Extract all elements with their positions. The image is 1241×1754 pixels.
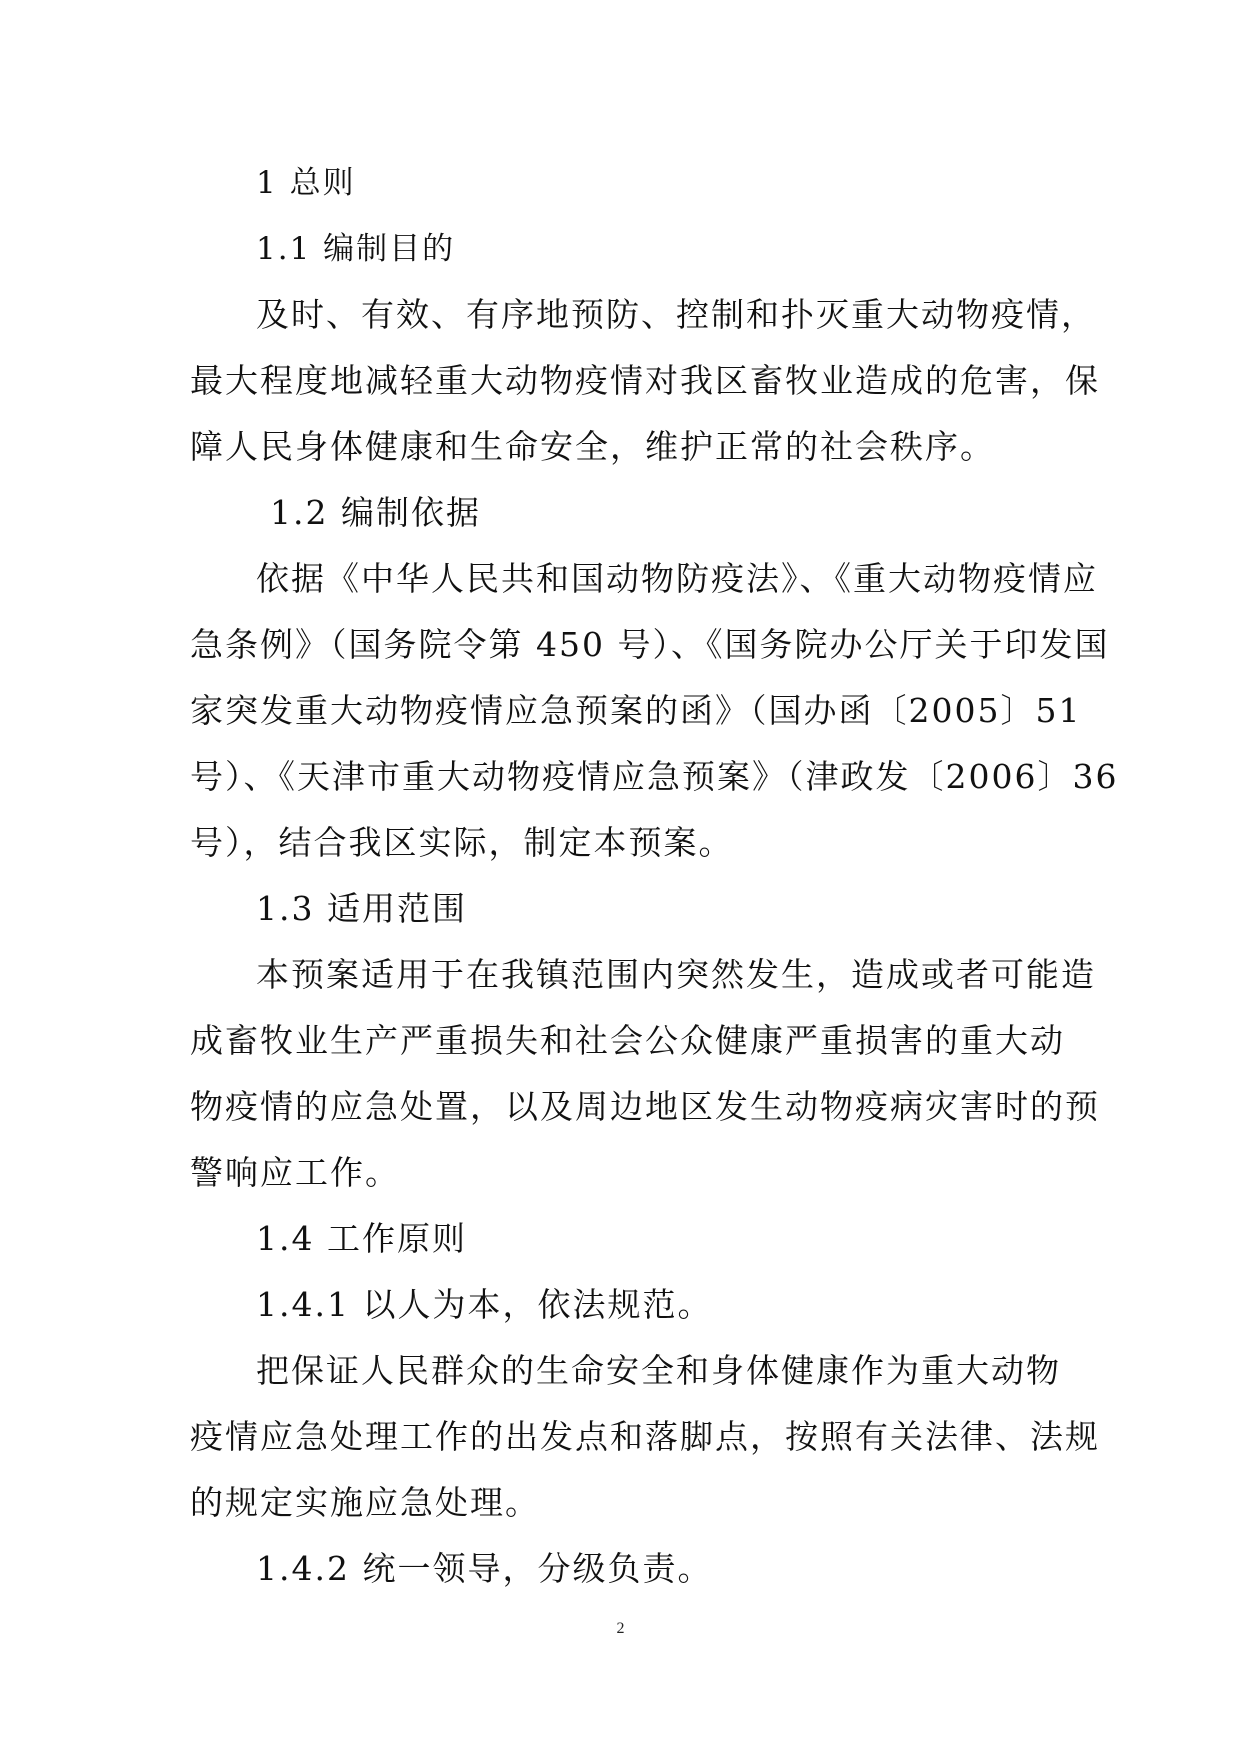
heading-1-1: 1.1 编制目的 <box>256 231 456 267</box>
paragraph-line: 疫情应急处理工作的出发点和落脚点，按照有关法律、法规 <box>190 1417 1100 1456</box>
paragraph-line: 障人民身体健康和生命安全，维护正常的社会秩序。 <box>190 427 995 466</box>
paragraph-line: 号），结合我区实际，制定本预案。 <box>190 823 734 862</box>
paragraph-line: 依据《中华人民共和国动物防疫法》、《重大动物疫情应 <box>256 559 1098 598</box>
paragraph-line: 本预案适用于在我镇范围内突然发生，造成或者可能造 <box>256 955 1096 994</box>
paragraph-line: 号）、《天津市重大动物疫情应急预案》（津政发〔2006〕36 <box>190 757 1119 796</box>
paragraph-line: 成畜牧业生产严重损失和社会公众健康严重损害的重大动 <box>190 1021 1065 1060</box>
document-body <box>190 150 1119 1602</box>
heading-1-3: 1.3 适用范围 <box>256 889 467 928</box>
paragraph-line: 警响应工作。 <box>190 1153 400 1192</box>
heading-1-4-1: 1.4.1 以人为本，依法规范。 <box>256 1285 713 1324</box>
page-number: 2 <box>616 1620 625 1637</box>
heading-1-2: 1.2 编制依据 <box>270 493 481 532</box>
heading-general: 1 总则 <box>256 165 356 201</box>
paragraph-line: 把保证人民群众的生命安全和身体健康作为重大动物 <box>256 1351 1061 1390</box>
paragraph-line: 及时、有效、有序地预防、控制和扑灭重大动物疫情， <box>256 295 1096 334</box>
heading-1-4: 1.4 工作原则 <box>256 1219 467 1258</box>
paragraph-line: 家突发重大动物疫情应急预案的函》（国办函〔2005〕51 <box>190 691 1082 730</box>
heading-1-4-2: 1.4.2 统一领导，分级负责。 <box>256 1549 713 1588</box>
paragraph-line: 急条例》（国务院令第 450 号）、《国务院办公厅关于印发国 <box>190 625 1110 664</box>
paragraph-line: 的规定实施应急处理。 <box>190 1483 540 1522</box>
paragraph-line: 最大程度地减轻重大动物疫情对我区畜牧业造成的危害，保 <box>190 361 1100 400</box>
paragraph-line: 物疫情的应急处置，以及周边地区发生动物疫病灾害时的预 <box>190 1087 1100 1126</box>
